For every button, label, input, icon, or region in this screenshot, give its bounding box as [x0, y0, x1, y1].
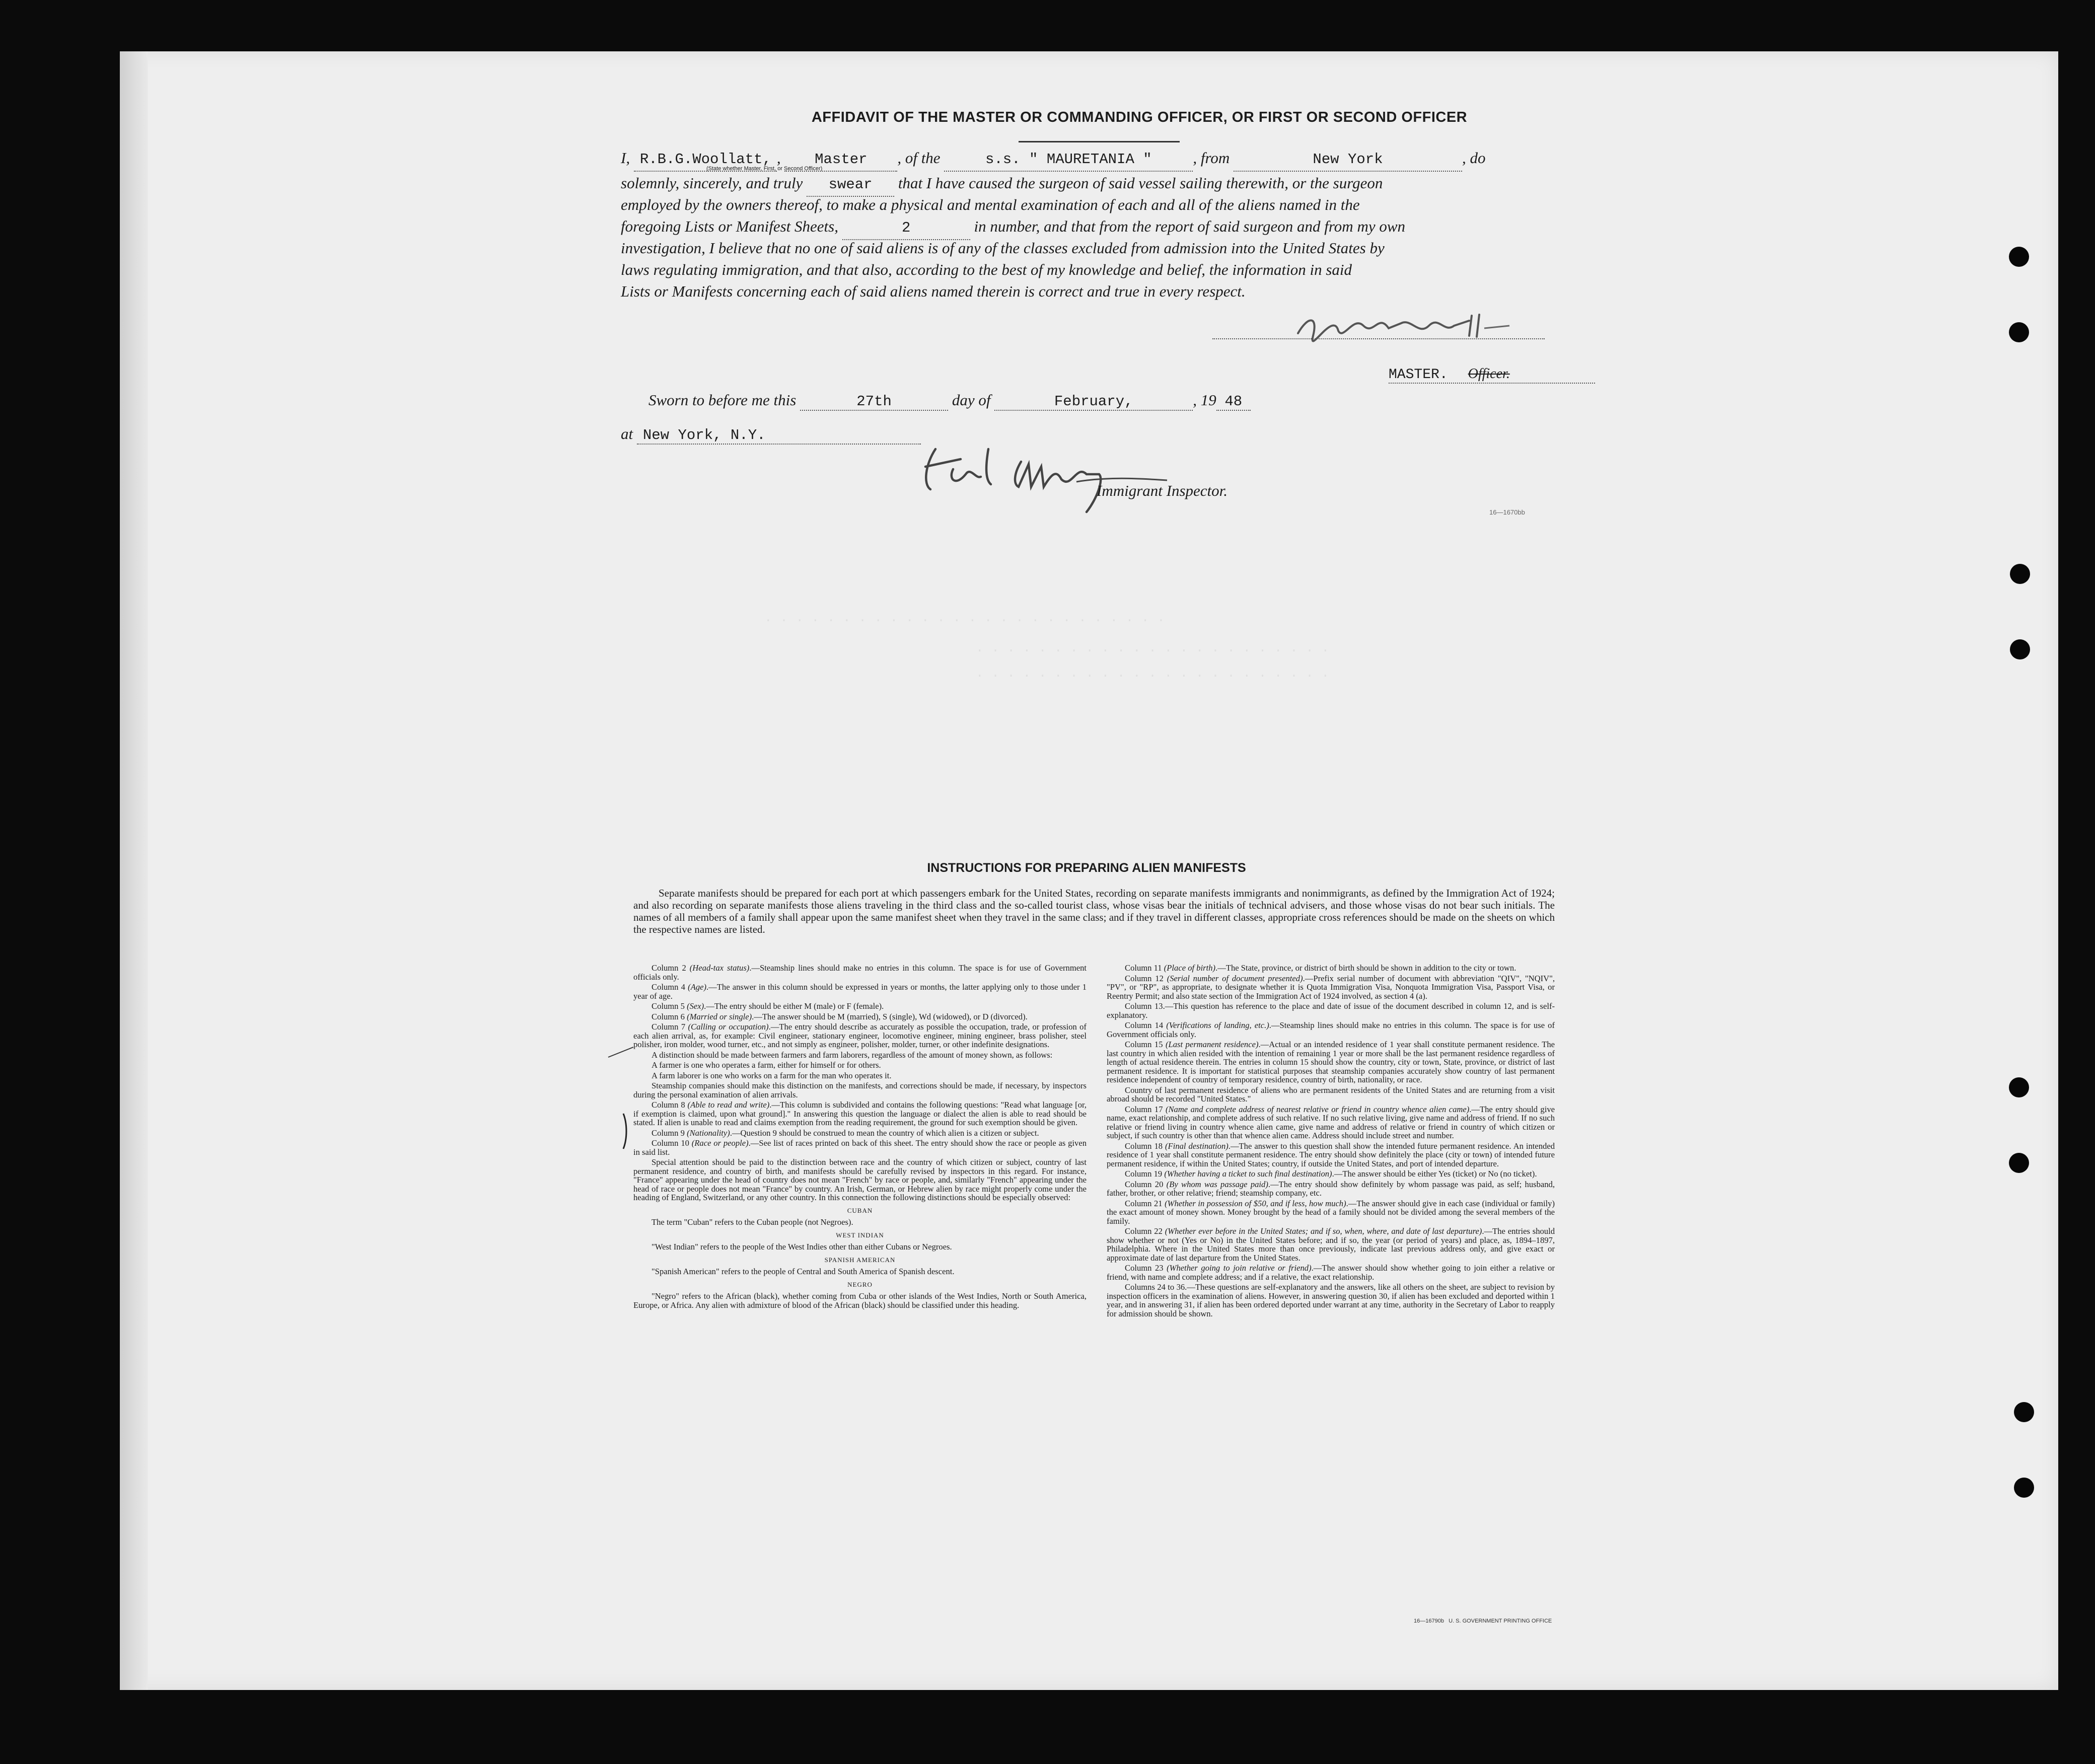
- column-heading: (Name and complete address of nearest relative or friend in country whence alien came): [1165, 1104, 1470, 1114]
- inspector-signature: [905, 439, 1187, 520]
- left-paragraph: [633, 1022, 1087, 1049]
- column-lead: Column 6: [652, 1011, 687, 1021]
- left-paragraph: [633, 983, 1087, 1000]
- heading-spanish-american: SPANISH AMERICAN: [824, 1256, 896, 1264]
- column-lead: Column 11: [1125, 963, 1164, 973]
- column-text: Columns 24 to 36.—These questions are self-explanatory and the answers, like all others on the sheet, are subject to revision by inspection officers in the examination of aliens. However, in answering question 30, if alien has been excluded and deported within 1 year, and in answering 31, if alien has been ordered deported under warrant at any time, authority in the Secretary of Labor to reapply for admission should be shown.: [1107, 1282, 1555, 1318]
- right-paragraph: [1107, 1169, 1555, 1179]
- column-text: .—Actual or an intended residence of 1 year shall constitute permanent residence. The last country in which alien resided with the intention of remaining 1 year or more shall be the last permanent residence regardless of length of actual residence therein. The entries in column 15 should show the country, city or town, State, province, or district of last permanent residence. It is important for statistical purposes that steamship companies accurately show country of last permanent residence independent of country of temporary residence, country of birth, nationality, or race.: [1107, 1040, 1555, 1084]
- oath-word: swear: [807, 174, 894, 197]
- column-heading: (Married or single): [687, 1011, 752, 1021]
- column-heading: (Whether going to join relative or friend): [1167, 1263, 1312, 1273]
- sworn-place-line: at New York, N.Y.: [621, 425, 1024, 445]
- affidavit-line-1: I, R.B.G.Woollatt, , Master , of the s.s. " MAURETANIA " , from New York , do: [621, 147, 1653, 172]
- column-heading: (Whether in possession of $50, and if less, how much): [1165, 1198, 1346, 1208]
- column-text: A farm laborer is one who works on a farm for the man who operates it.: [652, 1070, 892, 1080]
- heading-west-indian: WEST INDIAN: [836, 1231, 884, 1239]
- column-text: .—The answer to this question shall show the intended future permanent residence. An intended residence of 1 year shall constitute permanent residence. The entry should show definitely the place (city or town) of intended future permanent residence, if within the United States; country, if outside the United States, and port of intended departure.: [1107, 1141, 1555, 1168]
- affidavit-line-4: foregoing Lists or Manifest Sheets, 2 in number, and that from the report of said surgeon and from my own: [621, 215, 1653, 240]
- column-lead: Column 8: [652, 1100, 688, 1110]
- column-lead: Column 5: [652, 1001, 687, 1011]
- left-paragraph: [633, 1158, 1087, 1202]
- affidavit-line-2: solemnly, sincerely, and truly swear that I have caused the surgeon of said vessel sailing therewith, or the surgeon: [621, 172, 1653, 197]
- column-lead: Column 13: [1125, 1001, 1163, 1011]
- rank-note: (State whether Master, First, or Second Officer): [706, 166, 823, 172]
- column-text: .—The answer should give in each case (individual or family) the exact amount of money shown. Money brought by the head of a family should not be divided among the several members of the family.: [1107, 1198, 1555, 1226]
- column-lead: Column 19: [1125, 1169, 1165, 1179]
- sworn-line: Sworn to before me this 27th day of February, , 19 48: [648, 391, 1655, 411]
- column-lead: Column 15: [1125, 1040, 1166, 1049]
- binder-hole: [2009, 1153, 2029, 1173]
- left-paragraph: [633, 1002, 1087, 1011]
- inspector-label: Immigrant Inspector.: [1097, 482, 1228, 499]
- column-text: .—The entry should describe as accurately as possible the occupation, trade, or profession of each alien arrival, as, for example: Civil engineer, stationary engineer, locomotive engineer, mining engineer, brass polisher, steel polisher, iron molder, wood turner, etc., and not simply as engineer, polisher, molder, turner, or other indefinite designations.: [633, 1022, 1087, 1049]
- binder-hole: [2009, 247, 2029, 267]
- document-sheet: [120, 51, 2058, 1690]
- right-paragraph: [1107, 1105, 1555, 1140]
- column-text: .—The entries should show whether or not (Yes or No) in the United States before; and if so, the year (or period of years) and place, as, 1894–1897, Philadelphia. Where in the United States more than once previously, indicate last previous address only, and give exact or approximate date of last departure from the United States.: [1107, 1226, 1555, 1263]
- master-signature: [1293, 306, 1514, 346]
- column-text: .—This column is subdivided and contains the following questions: "Read what language [or, if exemption is claimed, upon what ground]." In answering this question the language or dialect the alien is able to read should be stated. If alien is unable to read and claims exemption from the reading requirement, the ground for such exemption should be given.: [633, 1100, 1087, 1127]
- column-heading: (Verifications of landing, etc.): [1166, 1020, 1269, 1030]
- column-heading: (Last permanent residence): [1165, 1040, 1259, 1049]
- column-lead: Column 10: [652, 1138, 692, 1148]
- column-text: .—Prefix serial number of document with abbreviation "QIV", "NQIV", "PV", or "RP", as appropriate, to designate whether it is Quota Immigration Visa, Nonquota Immigration Visa, Passport Visa, or Reentry Permit; and also state section of the Immigration Act of 1924 involved, as section 4 (a).: [1107, 973, 1555, 1001]
- column-text: Country of last permanent residence of aliens who are permanent residents of the United States and are returning from a visit abroad should be recorded "United States.": [1107, 1085, 1555, 1104]
- left-paragraph: [633, 1071, 1087, 1080]
- column-lead: Column 23: [1125, 1263, 1167, 1273]
- column-heading: (Age): [688, 982, 707, 992]
- column-heading: (Head-tax status): [689, 963, 750, 973]
- affidavit-line-7: Lists or Manifests concerning each of said aliens named therein is correct and true in every respect.: [621, 282, 1246, 300]
- column-lead: Column 14: [1125, 1020, 1167, 1030]
- officer-struck: Officer.: [1468, 366, 1510, 382]
- column-text: .—See list of races printed on back of this sheet. The entry should show the race or people as given in said list.: [633, 1138, 1087, 1157]
- west-indian-text: "West Indian" refers to the people of the West Indies other than either Cubans or Negroes.: [652, 1242, 952, 1252]
- column-lead: Column 9: [652, 1128, 687, 1138]
- binder-hole: [2010, 639, 2030, 659]
- affidavit-form-number: 16—1670bb: [1489, 508, 1525, 516]
- rank: Master: [784, 149, 897, 172]
- cuban-text: The term "Cuban" refers to the Cuban people (not Negroes).: [652, 1217, 853, 1227]
- left-column-items: [633, 964, 1087, 1202]
- column-text: .—The answer should be M (married), S (single), Wd (widowed), or D (divorced).: [752, 1011, 1028, 1021]
- column-text: .—The entry should show definitely by whom passage was paid, as self; husband, father, brother, or other relative; friend; steamship company, etc.: [1107, 1179, 1555, 1198]
- column-lead: Column 21: [1125, 1198, 1165, 1208]
- column-text: .—This question has reference to the place and date of issue of the document described in column 12, and is self-explanatory.: [1107, 1001, 1555, 1020]
- column-heading: (Whether ever before in the United States; and if so, when, where, and date of last departure): [1165, 1226, 1482, 1236]
- right-paragraph: [1107, 1021, 1555, 1039]
- right-paragraph: [1107, 974, 1555, 1001]
- master-name: R.B.G.Woollatt,: [634, 149, 777, 172]
- right-paragraph: [1107, 1227, 1555, 1262]
- vessel-name: s.s. " MAURETANIA ": [944, 149, 1193, 172]
- binder-hole: [2014, 1478, 2034, 1498]
- column-text: A distinction should be made between farmers and farm laborers, regardless of the amount of money shown, as follows:: [652, 1050, 1053, 1060]
- column-heading: (Place of birth): [1164, 963, 1216, 973]
- column-text: .—Question 9 should be construed to mean the country of which alien is a citizen or subject.: [730, 1128, 1039, 1138]
- column-text: .—Steamship lines should make no entries in this column. The space is for use of Government officials only.: [1107, 1020, 1555, 1039]
- bleed-through: . . . . . . . . . . . . . . . . . . . . . . . . . .: [764, 610, 1165, 625]
- binder-hole: [2010, 564, 2030, 584]
- column-text: .—The entry should give name, exact relationship, and complete address of such relative. If no such relative living, give name and address of friend. If no such relative or friend living in country whence alien came, give name and address of relative or friend in country of which citizen or subject, if such country is other than that whence alien came. Address should include street and number.: [1107, 1104, 1555, 1140]
- binder-hole: [2009, 1077, 2029, 1097]
- affidavit-line-3: employed by the owners thereof, to make a physical and mental examination of each and all of the aliens named in the: [621, 196, 1360, 213]
- heading-cuban: CUBAN: [847, 1206, 873, 1214]
- column-text: A farmer is one who operates a farm, either for himself or for others.: [652, 1060, 881, 1070]
- column-text: Special attention should be paid to the distinction between race and the country of which citizen or subject, country of last permanent residence, and country of birth, and manifests should be carefully revised by inspectors in this regard. For instance, "France" appearing under the head of country does not mean "French" by race or people, and, similarly "French" appearing under the head of race or people does not mean "France" by country. An Irish, German, or Hebrew alien by race might properly come under the heading of England, Switzerland, or any other country. In this connection the following distinctions should be especially observed:: [633, 1157, 1087, 1202]
- binder-hole: [2014, 1402, 2034, 1422]
- column-heading: (Final destination): [1165, 1141, 1229, 1151]
- scan-edge: [120, 51, 148, 1690]
- column-text: .—The answer should be either Yes (ticket) or No (no ticket).: [1332, 1169, 1537, 1179]
- column-lead: Column 18: [1125, 1141, 1166, 1151]
- left-paragraph: [633, 1012, 1087, 1021]
- negro-text: "Negro" refers to the African (black), whether coming from Cuba or other islands of the West Indies, North or South America, Europe, or Africa. Any alien with admixture of blood of the African (black) should be classified under this heading.: [633, 1291, 1087, 1310]
- column-heading: (Race or people): [691, 1138, 749, 1148]
- column-lead: Column 22: [1125, 1226, 1165, 1236]
- affidavit-line-5: investigation, I believe that no one of said aliens is of any of the classes excluded from admission into the United States by: [621, 239, 1385, 257]
- left-paragraph: [633, 1100, 1087, 1127]
- right-paragraph: [1107, 1199, 1555, 1226]
- column-heading: (Able to read and write): [687, 1100, 770, 1110]
- column-heading: (By whom was passage paid): [1166, 1179, 1268, 1189]
- left-paragraph: [633, 1051, 1087, 1060]
- column-lead: Column 4: [652, 982, 688, 992]
- left-paragraph: [633, 1129, 1087, 1138]
- left-paragraph: [633, 1139, 1087, 1156]
- left-paragraph: [633, 1081, 1087, 1099]
- master-signature-line: [1212, 338, 1545, 339]
- affidavit-title: AFFIDAVIT OF THE MASTER OR COMMANDING OFFICER, OR FIRST OR SECOND OFFICER: [811, 109, 1468, 125]
- bleed-through: . . . . . . . . . . . . . . . . . . . . . . .: [976, 640, 1330, 655]
- sworn-month: February,: [994, 393, 1193, 411]
- instructions-title: INSTRUCTIONS FOR PREPARING ALIEN MANIFESTS: [927, 861, 1246, 875]
- right-paragraph: [1107, 1002, 1555, 1019]
- right-paragraph: [1107, 1040, 1555, 1084]
- bleed-through: . . . . . . . . . . . . . . . . . . . . . . .: [976, 666, 1330, 681]
- right-paragraph: [1107, 1086, 1555, 1104]
- sheet-count: 2: [842, 217, 970, 240]
- right-paragraph: [1107, 1264, 1555, 1281]
- sworn-place: New York, N.Y.: [637, 427, 921, 445]
- instructions-footer: 16—16790b U. S. GOVERNMENT PRINTING OFFICE: [1414, 1618, 1552, 1624]
- left-paragraph: [633, 1061, 1087, 1070]
- column-heading: (Whether having a ticket to such final destination): [1164, 1169, 1332, 1179]
- column-text: .—Steamship lines should make no entries in this column. The space is for use of Government officials only.: [633, 963, 1087, 982]
- right-column-items: [1107, 964, 1555, 1318]
- right-paragraph: [1107, 1142, 1555, 1168]
- right-paragraph: [1107, 1283, 1555, 1318]
- column-heading: (Calling or occupation): [688, 1022, 769, 1032]
- pencil-marks: [603, 1043, 643, 1174]
- column-text: .—The answer should show whether going to join either a relative or friend, with name and complete address; and if a relative, the exact relationship.: [1107, 1263, 1555, 1282]
- column-text: .—The State, province, or district of birth should be shown in addition to the city or town.: [1215, 963, 1516, 973]
- binder-hole: [2009, 322, 2029, 342]
- departure-port: New York: [1234, 149, 1462, 172]
- right-paragraph: [1107, 964, 1555, 973]
- column-heading: (Serial number of document presented): [1167, 973, 1303, 983]
- column-lead: Column 17: [1125, 1104, 1166, 1114]
- instructions-right-column: [1107, 964, 1555, 1319]
- spanish-american-text: "Spanish American" refers to the people of Central and South America of Spanish descent.: [652, 1267, 955, 1276]
- right-paragraph: [1107, 1180, 1555, 1198]
- column-lead: Column 7: [652, 1022, 688, 1032]
- instructions-intro: Separate manifests should be prepared for each port at which passengers embark for the United States, recording on separate manifests immigrants and nonimmigrants, as defined by the Immigration Act of 1924; and also recording on separate manifests those aliens traveling in the third class and the so-called tourist class, whose visas bear the initials of technical advisers, and those whose visas do not bear such initials. The names of all members of a family shall appear upon the same manifest sheet when they travel in the same class; and if they travel in different classes, appropriate cross references should be made on the sheets on which the respective names are listed.: [633, 887, 1555, 935]
- column-text: .—The answer in this column should be expressed in years or months, the latter applying only to those under 1 year of age.: [633, 982, 1087, 1001]
- column-heading: (Sex): [687, 1001, 704, 1011]
- column-lead: Column 2: [652, 963, 690, 973]
- column-lead: Column 20: [1125, 1179, 1167, 1189]
- column-lead: Column 12: [1125, 973, 1167, 983]
- column-text: Steamship companies should make this distinction on the manifests, and corrections should be made, if necessary, by inspectors during the personal examination of alien arrivals.: [633, 1081, 1087, 1099]
- master-label: MASTER. Officer.: [1389, 366, 1595, 384]
- title-rule: [1019, 141, 1180, 142]
- column-heading: (Nationality): [687, 1128, 730, 1138]
- sworn-year: 48: [1216, 393, 1251, 411]
- instructions-left-column: [633, 964, 1087, 1311]
- left-paragraph: [633, 964, 1087, 981]
- sworn-day: 27th: [800, 393, 948, 411]
- heading-negro: NEGRO: [847, 1280, 873, 1288]
- column-text: .—The entry should be either M (male) or F (female).: [704, 1001, 884, 1011]
- affidavit-line-6: laws regulating immigration, and that also, according to the best of my knowledge and belief, the information in said: [621, 261, 1352, 278]
